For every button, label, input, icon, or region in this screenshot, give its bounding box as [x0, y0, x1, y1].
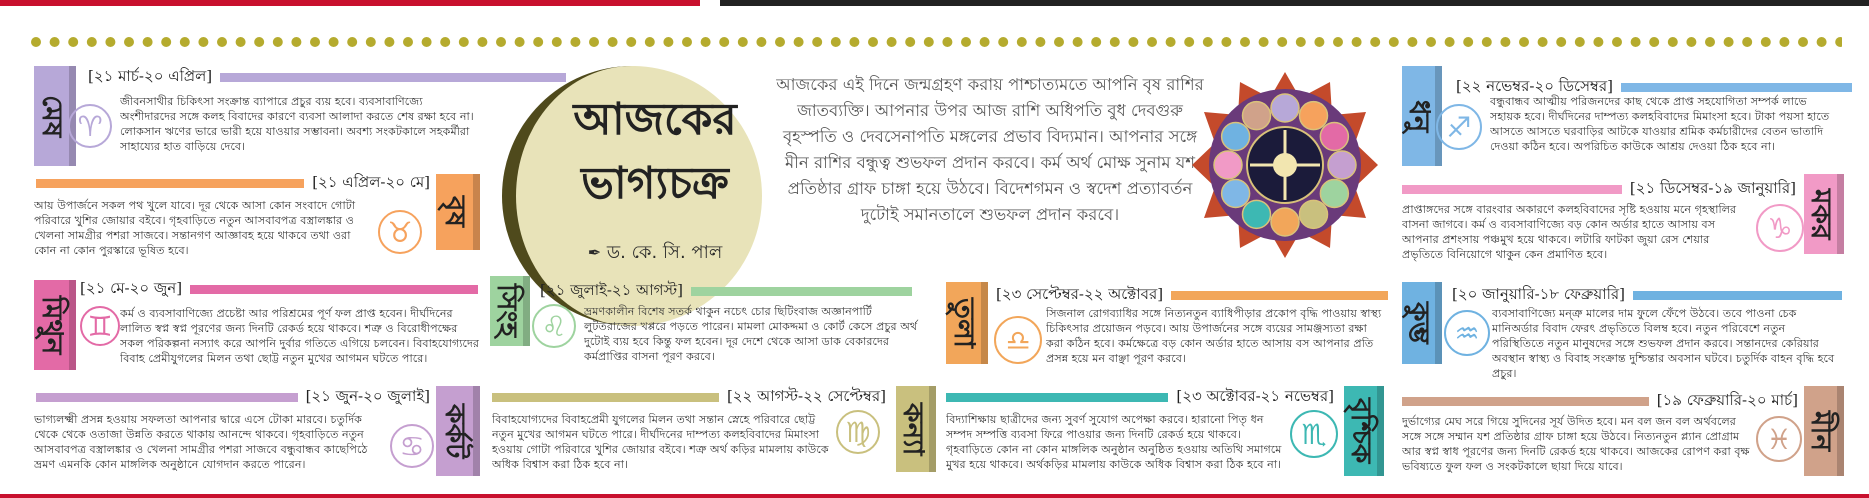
divider-dot: [868, 37, 878, 47]
date-range-row: [946, 388, 1334, 406]
divider-dot: [719, 37, 729, 47]
wheel-sign-medallion: [1271, 208, 1299, 236]
divider-dot: [366, 37, 376, 47]
color-rule: [1402, 185, 1622, 194]
date-range-row: [492, 388, 886, 406]
sign-name-tab: কর্কট: [436, 386, 480, 476]
divider-dot: [124, 37, 134, 47]
divider-dot: [849, 37, 859, 47]
divider-dot: [236, 37, 246, 47]
aries-icon: ♈: [68, 104, 112, 148]
aquarius-icon: ♒: [1444, 310, 1490, 356]
divider-dot: [812, 37, 822, 47]
divider-dot: [1593, 37, 1603, 47]
sign-forecast-text: ভাগ্যলক্ষ্মী প্রসন্ন হওয়ায় সফলতা আপনার দ্বারে এসে টোকা মারবে। চতুর্দিক থেকে থেকে ওতাজা উন্নতি করতে থাকায় আনন্দে থাকবে। গৃহবাড়িতে নতুন আসবাবপত্র বস্ত্রালঙ্কার ও খেলনা সামগ্রীর পশরা সাজবে বন্ধুবান্ধব কাছেপিঠে ভ্রমণ এমনকি কোন মাঙ্গলিক অনুষ্ঠানে যোগদান করতে পারেন।: [34, 413, 368, 471]
divider-dot: [998, 37, 1008, 47]
divider-dot: [329, 37, 339, 47]
divider-dot: [1017, 37, 1027, 47]
sign-name-tab: সিংহ: [490, 276, 530, 346]
divider-dot: [1166, 37, 1176, 47]
sign-date-range: [১৯ ফেব্রুয়ারি-২০ মার্চ]: [1656, 390, 1798, 409]
sign-name-tab: মিথুন: [34, 280, 76, 370]
color-rule: [36, 179, 304, 188]
sign-date-range: [২০ জানুয়ারি-১৮ ফেব্রুয়ারি]: [1452, 284, 1625, 303]
divider-dot: [1184, 37, 1194, 47]
date-range-row: [1402, 180, 1796, 198]
divider-dot: [1407, 37, 1417, 47]
divider-dot: [1147, 37, 1157, 47]
sign-date-range: [২১ ডিসেম্বর-১৯ জানুয়ারি]: [1629, 178, 1796, 197]
divider-dot: [794, 37, 804, 47]
divider-dot: [663, 37, 673, 47]
sign-forecast-text: বন্ধুবান্ধব আত্মীয় পরিজনদের কাছ থেকে প্রাপ্ত সহযোগিতা সম্পর্ক লাভে সহায়ক হবে। দীর্ঘদিনের দাম্পত্য কলহবিবাদের মিমাংসা হবে। টাকা পয়সা হাতে আসতে আসতে ঘরবাড়ির আটকে যাওয়ার শ্রমিক কর্মচারীদের বেতন ভাতাদি দেওয়া কঠিন হবে। অপরিচিত কাউকে আশ্রয় দেওয়া ঠিক হবে না।: [1490, 95, 1830, 153]
divider-dot: [1091, 37, 1101, 47]
divider-dot: [254, 37, 264, 47]
divider-dot: [775, 37, 785, 47]
divider-dot: [1612, 37, 1622, 47]
divider-dot: [459, 37, 469, 47]
divider-dot: [1054, 37, 1064, 47]
wheel-sign-medallion: [1243, 200, 1271, 228]
sign-date-range: [২৩ অক্টোবর-২১ নভেম্বর]: [1176, 386, 1334, 405]
sagittarius-icon: ♐: [1436, 104, 1482, 150]
divider-dot: [905, 37, 915, 47]
sign-name-tab: মকর: [1804, 174, 1844, 254]
divider-dot: [50, 37, 60, 47]
divider-dot: [701, 37, 711, 47]
leo-icon: ♌: [532, 304, 576, 348]
sign-date-range: [২১ মার্চ-২০ এপ্রিল]: [88, 66, 213, 85]
divider-dot: [756, 37, 766, 47]
divider-dot: [87, 37, 97, 47]
divider-dot: [198, 37, 208, 47]
wheel-sign-medallion: [1271, 94, 1299, 122]
divider-dot: [1352, 37, 1362, 47]
pisces-icon: ♓: [1756, 416, 1802, 462]
divider-dot: [1668, 37, 1678, 47]
divider-dot: [310, 37, 320, 47]
color-rule: [691, 287, 912, 296]
divider-dot: [440, 37, 450, 47]
wheel-sign-medallion: [1222, 180, 1250, 208]
divider-dot: [1538, 37, 1548, 47]
divider-dot: [645, 37, 655, 47]
sign-name-tab: কুম্ভ: [1402, 282, 1442, 364]
divider-dot: [1333, 37, 1343, 47]
sign-date-range: [২১ জুলাই-২১ আগস্ট]: [540, 280, 683, 299]
divider-dot: [924, 37, 934, 47]
divider-dot: [942, 37, 952, 47]
sign-date-range: [২৩ সেপ্টেম্বর-২২ অক্টোবর]: [996, 284, 1164, 303]
divider-dot: [1705, 37, 1715, 47]
divider-dot: [980, 37, 990, 47]
virgo-icon: ♍: [836, 410, 880, 454]
divider-dot: [1742, 37, 1752, 47]
sign-name-tab: তুলা: [946, 282, 988, 364]
divider-dot: [887, 37, 897, 47]
color-rule: [1402, 397, 1649, 406]
divider-dot: [273, 37, 283, 47]
divider-dot: [570, 37, 580, 47]
sign-date-range: [২২ নভেম্বর-২০ ডিসেম্বর]: [1456, 76, 1613, 95]
sign-name-tab: বৃশ্চিক: [1344, 386, 1384, 476]
divider-dot: [31, 37, 41, 47]
zodiac-wheel-icon: [1190, 70, 1380, 260]
divider-dot: [1128, 37, 1138, 47]
sign-date-range: [২১ মে-২০ জুন]: [80, 278, 183, 297]
divider-dot: [831, 37, 841, 47]
wheel-sign-medallion: [1214, 151, 1242, 179]
divider-dot: [1073, 37, 1083, 47]
libra-icon: ♎: [994, 316, 1042, 364]
sign-name-tab: মীন: [1804, 386, 1844, 476]
page-title-line1: আজকের: [573, 94, 737, 145]
sign-forecast-text: প্রাপ্তাঙ্গদের সঙ্গে বারংবার অকারণে কলহবিবাদের সৃষ্টি হওয়ায় মনে গৃহস্থালির বাসনা জাগবে। কর্ম ও ব্যবসাবাণিজ্যে বড় কোন অর্ডার হাতে আসায় বস আপনার প্রশংসায় পঞ্চমুখ হয়ে থাকবে। লটারি ফাটকা জুয়া রেস শেয়ার প্রভৃতিতে বিনিয়োগে থাকুন কেন প্রমাণিত হবে।: [1402, 203, 1737, 261]
wheel-sign-medallion: [1300, 102, 1328, 130]
dotted-divider: [30, 36, 1842, 48]
divider-dot: [496, 37, 506, 47]
sign-forecast-text: ভ্রমণকালীন বিশেষ সতর্ক থাকুন নচেৎ চোর ছিটিংবাজ অজ্ঞানপার্টি লুটতরাজের খপ্পরে পড়তে পারেন। মামলা মোকদ্দমা ও কোর্ট কেসে প্রচুর অর্থ দুটোই ব্যয় হবে কিন্তু ফল হবেন। দূর দেশে থেকে আসা ডাক বেকারদের কর্মপ্রাপ্তির বাসনা পূরণ করবে।: [584, 305, 918, 363]
sign-date-range: [২১ জুন-২০ জুলাই]: [305, 386, 430, 405]
divider-dot: [1519, 37, 1529, 47]
divider-dot: [1761, 37, 1771, 47]
color-rule: [36, 393, 298, 402]
divider-dot: [1259, 37, 1269, 47]
sign-forecast-text: বিবাহযোগ্যদের বিবাহপ্রেমী যুগলের মিলন তথা সন্তান স্নেহে পরিবারে ছোট্ট নতুন মুখের আগমন ঘটতে পারে। দীর্ঘদিনের দাম্পত্য কলহবিবাদের মিমাংসা হওয়ায় গোটা পরিবারে খুশির জোয়ার বইবে। শত্রু অর্থ কড়ির মামলায় কাউকে অধিক বিশ্বাস করা ঠিক হবে না।: [492, 413, 829, 471]
divider-dot: [217, 37, 227, 47]
color-rule: [1621, 83, 1852, 92]
bottom-accent-line: [0, 494, 1869, 498]
divider-dot: [1240, 37, 1250, 47]
date-range-row: [80, 280, 478, 298]
divider-dot: [1296, 37, 1306, 47]
divider-dot: [1556, 37, 1566, 47]
divider-dot: [384, 37, 394, 47]
divider-dot: [143, 37, 153, 47]
color-rule: [190, 285, 478, 294]
divider-dot: [1817, 37, 1827, 47]
author-byline: [555, 238, 755, 269]
wheel-sign-medallion: [1222, 123, 1250, 151]
top-accent-bar: [0, 0, 700, 6]
divider-dot: [1314, 37, 1324, 47]
divider-dot: [1221, 37, 1231, 47]
divider-dot: [1203, 37, 1213, 47]
date-range-row: [1452, 286, 1842, 304]
date-range-row: [996, 286, 1388, 304]
scorpio-icon: ♏: [1290, 410, 1338, 458]
divider-dot: [1631, 37, 1641, 47]
divider-dot: [608, 37, 618, 47]
divider-dot: [1035, 37, 1045, 47]
date-range-row: [36, 388, 430, 406]
divider-dot: [1482, 37, 1492, 47]
divider-dot: [515, 37, 525, 47]
divider-dot: [552, 37, 562, 47]
wheel-sign-medallion: [1320, 180, 1348, 208]
divider-dot: [738, 37, 748, 47]
divider-dot: [1500, 37, 1510, 47]
divider-dot: [1370, 37, 1380, 47]
capricorn-icon: ♑: [1756, 204, 1804, 252]
color-rule: [220, 73, 566, 82]
divider-dot: [961, 37, 971, 47]
divider-dot: [1835, 37, 1842, 47]
wheel-sign-medallion: [1328, 151, 1356, 179]
divider-dot: [161, 37, 171, 47]
sign-name-tab: মেষ: [34, 66, 76, 166]
sign-forecast-text: দুর্ভাগ্যের মেঘ সরে গিয়ে সুদিনের সূর্য উদিত হবে। মন বল জন বল অর্থবলের সঙ্গে সঙ্গে সম্মান যশ প্রতিষ্ঠার গ্রাফ চাঙ্গা হয়ে উঠবে। নিত্যনতুন প্ল্যান প্রোগ্রাম আর স্বপ্ন স্বাধ পূরণের জন্য দিনটি রেকর্ড হয়ে থাকবে। আজকের রোপণ করা বৃক্ষ ভবিষ্যতে ফুল ফল ও সংকটকালে ছায়া দিয়ে যাবে।: [1402, 415, 1750, 473]
sign-forecast-text: সিজনাল রোগব্যাধির সঙ্গে নিত্যনতুন ব্যাধিপীড়ার প্রকোপ বৃদ্ধি পাওয়ায় স্বাস্থ্য চিকিৎসার প্রয়োজন পড়বে। আয় উপার্জনের সঙ্গে ব্যয়ের সামঞ্জস্যতা রক্ষা করা কঠিন হবে। কর্মক্ষেত্রে বড় কোন অর্ডার হাতে আসায় বস আপনার প্রতি প্রসন্ন হয়ে মন বাঞ্ছা পূরণ করবে।: [1046, 307, 1382, 365]
divider-dot: [1649, 37, 1659, 47]
date-range-row: [1402, 392, 1798, 410]
sign-name-tab: কন্যা: [896, 386, 936, 472]
divider-dot: [589, 37, 599, 47]
sign-name-tab: ধনু: [1402, 66, 1442, 166]
sign-forecast-text: আয় উপার্জনে সকল পথ খুলে যাবে। দূর থেকে আসা কোন সংবাদে গোটা পরিবারে খুশির জোয়ার বইবে। গৃহবাড়িতে নতুন আসবাবপত্র বস্ত্রালঙ্কার ও খেলনা সামগ্রীর পশরা সাজবে। সন্তানগণ আজ্ঞাবহ হয়ে থাকবে তথা ওরা কোন না কোন পুরস্কারে ভূষিত হবে।: [34, 199, 356, 257]
divider-dot: [1445, 37, 1455, 47]
divider-dot: [1463, 37, 1473, 47]
pen-icon: ✒: [587, 243, 602, 262]
divider-dot: [1779, 37, 1789, 47]
date-range-row: [88, 68, 566, 86]
divider-dot: [1277, 37, 1287, 47]
divider-dot: [682, 37, 692, 47]
divider-dot: [68, 37, 78, 47]
taurus-icon: ♉: [378, 210, 422, 254]
gemini-icon: ♊: [80, 306, 120, 346]
divider-dot: [477, 37, 487, 47]
color-rule: [946, 393, 1168, 402]
cancer-icon: ♋: [390, 424, 434, 468]
birthday-forecast: আজকের এই দিনে জন্মগ্রহণ করায় পাশ্চাত্যমতে আপনি বৃষ রাশির জাতব্যক্তি। আপনার উপর আজ রাশি অধিপতি বুধ দেবগুরু বৃহস্পতি ও দেবসেনাপতি মঙ্গলের প্রভাব বিদ্যমান। আপনার সঙ্গে মীন রাশির বন্ধুত্ব শুভফল প্রদান করবে। কর্ম অর্থ মোক্ষ সুনাম যশ প্রতিষ্ঠার গ্রাফ চাঙ্গা হয়ে উঠবে। বিদেশগমন ও স্বদেশ প্রত্যাবর্তন দুটোই সমানতালে শুভফল প্রদান করবে।: [776, 75, 1204, 224]
sign-date-range: [২১ এপ্রিল-২০ মে]: [312, 172, 430, 191]
wheel-sign-medallion: [1300, 200, 1328, 228]
color-rule: [1633, 291, 1842, 300]
divider-dot: [422, 37, 432, 47]
sign-forecast-text: বিদ্যাশিক্ষায় ছাত্রীদের জন্য সুবর্ণ সুযোগ অপেক্ষা করবে। হারানো পিতৃ ধন সম্পদ সম্পত্তি ব্যবসা ফিরে পাওয়ার জন্য দিনটি রেকর্ড হয়ে থাকবে। গৃহবাড়িতে কোন না কোন মাঙ্গলিক অনুষ্ঠান অনুষ্ঠিত হওয়ায় অতিথি সমাগমে মুখর হয়ে থাকবে। অর্থকড়ির মামলায় কাউকে অধিক বিশ্বাস করা ঠিক হবে না।: [946, 413, 1282, 471]
color-rule: [1171, 291, 1388, 300]
page-title-line2: ভাগ্যচক্র: [581, 158, 729, 209]
divider-dot: [403, 37, 413, 47]
top-dark-bar: [720, 0, 1869, 6]
sign-forecast-text: জীবনসাথীর চিকিৎসা সংক্রান্ত ব্যাপারে প্রচুর ব্যয় হবে। ব্যবসাবাণিজ্যে অংশীদারদের সঙ্গে কলহ বিবাদের কারণে ব্যবসা আলাদা করতে শেষ রক্ষা হবে না। লোকসান ঋণের ভারে ভারী হয়ে যাওয়ার সম্ভাবনা। অবশ্য সংকটকালে সহকর্মীরা সাহায্যের হাত বাড়িয়ে দেবে।: [120, 95, 474, 153]
divider-dot: [347, 37, 357, 47]
divider-dot: [533, 37, 543, 47]
divider-dot: [1426, 37, 1436, 47]
sign-forecast-text: ব্যবসাবাণিজ্যে মন্ত্রু মালের দাম ফুলে ফেঁপে উঠবে। তবে পাওনা চেক মানিঅর্ডার বিবাদ ফেরৎ প্রভৃতিতে বিলম্ব হবে। নতুন পরিবেশে নতুন পরিস্থিতিতে নতুন মানুষদের সঙ্গে শুভফল প্রদান করবে। সন্তানদের কেরিয়ার অবস্থান স্বাস্থ্য ও বিবাহ সংক্রান্ত দুশ্চিন্তার অবসান ঘটবে। চতুর্দিক বাহন বৃদ্ধি হবে প্রচুর।: [1492, 307, 1835, 380]
divider-dot: [105, 37, 115, 47]
color-rule: [492, 393, 719, 402]
divider-dot: [1724, 37, 1734, 47]
divider-dot: [1110, 37, 1120, 47]
wheel-sign-medallion: [1243, 102, 1271, 130]
date-range-row: [540, 282, 912, 300]
divider-dot: [291, 37, 301, 47]
sign-date-range: [২২ আগস্ট-২২ সেপ্টেম্বর]: [726, 386, 886, 405]
divider-dot: [1798, 37, 1808, 47]
author-name: ড. কে. সি. পাল: [606, 242, 723, 263]
wheel-sign-medallion: [1320, 123, 1348, 151]
divider-dot: [180, 37, 190, 47]
sign-name-tab: বৃষ: [436, 174, 480, 250]
date-range-row: [36, 174, 430, 192]
divider-dot: [1575, 37, 1585, 47]
divider-dot: [626, 37, 636, 47]
divider-dot: [1389, 37, 1399, 47]
sign-forecast-text: কর্ম ও ব্যবসাবাণিজ্যে প্রচেষ্টা আর পরিশ্রমের পূর্ণ ফল প্রাপ্ত হবেন। দীর্ঘদিনের লালিত স্বপ্ন স্বপ্ন পূরণের জন্য দিনটি রেকর্ড হয়ে থাকবে। শত্রু ও বিরোধীপক্ষের সকল পরিকল্পনা নস্যাৎ করে আপনি দুর্বার গতিতে এগিয়ে চলবেন। বিবাহযোগ্যদের বিবাহ প্রেমীযুগলের মিলন তথা ছোট্ট নতুন মুখের আগমন ঘটতে পারে।: [120, 307, 480, 365]
divider-dot: [1686, 37, 1696, 47]
